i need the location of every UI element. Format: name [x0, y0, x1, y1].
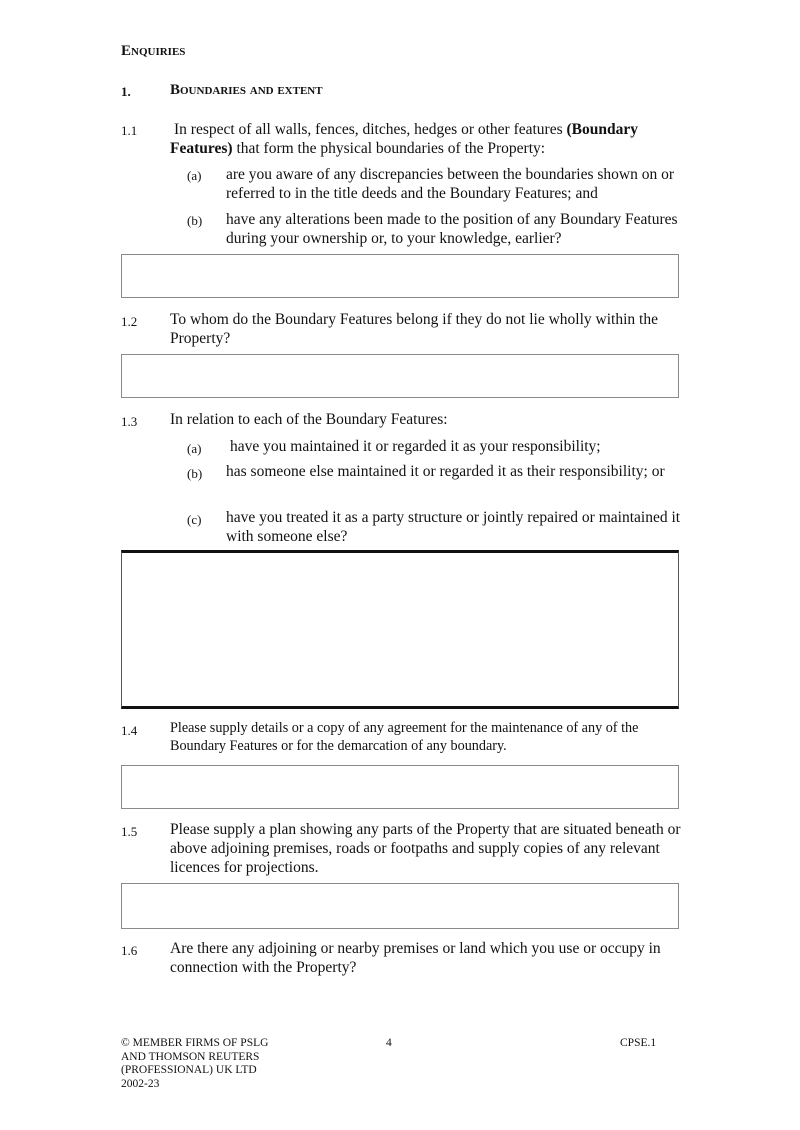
answer-box-1-4[interactable] [121, 765, 679, 809]
section-title: Boundaries and extent [170, 82, 323, 98]
question-text-1-5: Please supply a plan showing any parts of the Property that are situated beneath or above adjoining premises, roads or footpaths and supply copies of any relevant licences for projections. [170, 821, 681, 876]
subitem-text-1-3-a: have you maintained it or regarded it as your responsibility; [230, 438, 601, 455]
subitem-label-1-1-a: (a) [187, 168, 202, 183]
question-text-1-3: In relation to each of the Boundary Features: [170, 411, 448, 428]
question-number-1-2: 1.2 [121, 314, 138, 329]
answer-box-1-5[interactable] [121, 883, 679, 929]
defined-term-boundary-features: (Boundary Features) [170, 121, 639, 157]
question-text-1-6: Are there any adjoining or nearby premises or land which you use or occupy in connection with the Property? [170, 940, 661, 976]
answer-box-1-1[interactable] [121, 254, 679, 298]
subitem-text-1-1-a: are you aware of any discrepancies between the boundaries shown on or referred to in the title deeds and the Boundary Features; and [226, 166, 675, 202]
subitem-label-1-3-a: (a) [187, 441, 202, 456]
question-text-1-1-post: that form the physical boundaries of the Property: [232, 140, 546, 157]
question-number-1-1: 1.1 [121, 123, 138, 138]
footer-copyright-line: 2002-23 [121, 1077, 160, 1090]
subitem-text-1-1-b: have any alterations been made to the position of any Boundary Features during your ownership or, to your knowledge, earlier? [226, 211, 678, 247]
subitem-label-1-3-b: (b) [187, 466, 203, 481]
question-number-1-3: 1.3 [121, 414, 138, 429]
page-heading: Enquiries [121, 43, 186, 59]
footer-copyright-line: © MEMBER FIRMS OF PSLG [121, 1037, 269, 1049]
footer-copyright-line: (PROFESSIONAL) UK LTD [121, 1064, 257, 1076]
subitem-label-1-3-c: (c) [187, 512, 202, 527]
subitem-label-1-1-b: (b) [187, 213, 203, 228]
answer-box-1-3[interactable] [121, 550, 679, 709]
answer-box-1-2[interactable] [121, 354, 679, 398]
footer-copyright-line: AND THOMSON REUTERS [121, 1050, 260, 1063]
subitem-text-1-3-c: have you treated it as a party structure or jointly repaired or maintained it with someone else? [226, 509, 681, 545]
question-text-1-1-pre: In respect of all walls, fences, ditches, hedges or other features [174, 121, 567, 138]
footer-page-number: 4 [386, 1037, 392, 1049]
question-text-1-2: To whom do the Boundary Features belong if they do not lie wholly within the Property? [170, 311, 658, 347]
question-number-1-6: 1.6 [121, 943, 138, 958]
footer-form-code: CPSE.1 [620, 1037, 657, 1049]
question-number-1-5: 1.5 [121, 824, 138, 839]
question-number-1-4: 1.4 [121, 723, 138, 738]
section-number: 1. [121, 84, 131, 99]
footer-copyright [121, 1037, 268, 1091]
question-text-1-1 [170, 120, 682, 158]
question-text-1-4: Please supply details or a copy of any agreement for the maintenance of any of the Boundary Features or for the demarcation of any boundary. [170, 720, 639, 754]
subitem-text-1-3-b: has someone else maintained it or regarded it as their responsibility; or [226, 463, 665, 480]
